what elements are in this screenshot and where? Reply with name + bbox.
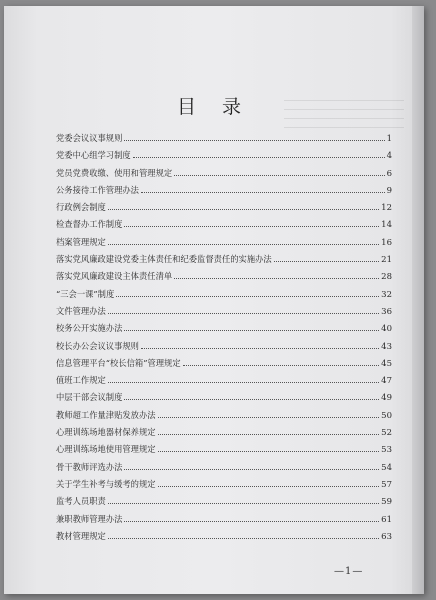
toc-leader-dots: [174, 278, 379, 279]
toc-entry: [56, 441, 392, 458]
document-page: [4, 6, 424, 594]
toc-leader-dots: [158, 486, 380, 487]
toc-entry-page: 57: [381, 479, 392, 490]
toc-entry: [56, 459, 392, 476]
toc-entry-page: 28: [381, 272, 392, 283]
toc-leader-dots: [274, 261, 379, 262]
toc-leader-dots: [158, 417, 380, 418]
toc-entry-page: 21: [381, 255, 392, 266]
toc-entry-page: 53: [381, 445, 392, 456]
toc-leader-dots: [124, 140, 384, 141]
toc-entry: [56, 147, 392, 164]
toc-entry-label: 校务公开实施办法: [56, 323, 123, 334]
toc-entry-page: 50: [381, 410, 392, 421]
toc-leader-dots: [116, 296, 379, 297]
page-number: —1—: [334, 566, 364, 577]
toc-entry-label: 党委中心组学习制度: [56, 150, 131, 161]
toc-entry-page: 32: [381, 289, 392, 300]
toc-entry-label: 公务接待工作管理办法: [56, 184, 139, 195]
toc-leader-dots: [108, 382, 379, 383]
toc-entry-page: 36: [381, 306, 392, 317]
toc-leader-dots: [108, 209, 379, 210]
toc-leader-dots: [108, 503, 379, 504]
toc-list: [56, 130, 392, 545]
toc-entry: [56, 268, 392, 285]
toc-entry-label: 教材管理规定: [56, 530, 106, 541]
toc-entry-label: 骨干教师评选办法: [56, 461, 123, 472]
toc-entry-label: 心理训练场地使用管理规定: [56, 444, 156, 455]
toc-entry-label: 值班工作规定: [56, 375, 106, 386]
toc-entry-page: 16: [381, 237, 392, 248]
toc-entry-page: 6: [386, 168, 392, 179]
toc-entry-page: 54: [381, 462, 392, 473]
toc-entry-page: 1: [386, 134, 392, 144]
toc-entry-label: “三会一课”制度: [56, 288, 115, 299]
toc-entry: [56, 165, 392, 182]
toc-entry-page: 52: [381, 428, 392, 439]
toc-entry: [56, 355, 392, 372]
toc-leader-dots: [141, 192, 385, 193]
toc-entry-label: 教师超工作量津贴发放办法: [56, 409, 156, 420]
toc-leader-dots: [141, 348, 379, 349]
toc-entry: [56, 338, 392, 355]
toc-entry-page: 4: [386, 151, 392, 162]
toc-leader-dots: [158, 434, 380, 435]
toc-leader-dots: [124, 521, 379, 522]
toc-entry-label: 信息管理平台“校长信箱”管理规定: [56, 357, 181, 368]
toc-entry: [56, 303, 392, 320]
toc-entry-label: 落实党风廉政建设党委主体责任和纪委监督责任的实施办法: [56, 254, 272, 265]
toc-entry: [56, 511, 392, 528]
toc-entry: [56, 286, 392, 303]
toc-entry: [56, 528, 392, 545]
toc-entry-page: 59: [381, 497, 392, 508]
toc-leader-dots: [124, 469, 379, 470]
toc-leader-dots: [124, 330, 379, 331]
toc-entry-label: 关于学生补考与缓考的规定: [56, 478, 156, 489]
toc-entry-page: 12: [381, 203, 392, 214]
toc-entry: [56, 251, 392, 268]
toc-entry: [56, 320, 392, 337]
toc-entry-label: 行政例会制度: [56, 202, 106, 213]
toc-entry-label: 档案管理规定: [56, 236, 106, 247]
toc-leader-dots: [183, 365, 380, 366]
toc-entry-label: 兼职教师管理办法: [56, 513, 123, 524]
toc-leader-dots: [108, 244, 379, 245]
toc-leader-dots: [158, 451, 380, 452]
toc-entry: [56, 234, 392, 251]
toc-title: 目 录: [176, 96, 252, 118]
toc-leader-dots: [133, 157, 385, 158]
toc-leader-dots: [124, 226, 379, 227]
toc-entry: [56, 493, 392, 510]
toc-leader-dots: [174, 175, 384, 176]
toc-leader-dots: [108, 538, 379, 539]
toc-entry-page: 47: [381, 376, 392, 387]
toc-entry: [56, 407, 392, 424]
toc-entry-page: 40: [381, 324, 392, 335]
toc-entry-label: 落实党风廉政建设主体责任清单: [56, 271, 173, 282]
toc-entry-label: 党委会议议事规则: [56, 133, 123, 143]
toc-entry: [56, 372, 392, 389]
toc-entry: [56, 199, 392, 216]
toc-entry: [56, 389, 392, 406]
toc-leader-dots: [108, 313, 379, 314]
toc-entry-page: 9: [386, 185, 392, 196]
toc-entry-label: 文件管理办法: [56, 305, 106, 316]
toc-leader-dots: [124, 399, 379, 400]
toc-entry-label: 党员党费收缴、使用和管理规定: [56, 167, 173, 178]
toc-entry-page: 61: [381, 514, 392, 525]
toc-entry-page: 49: [381, 393, 392, 404]
toc-entry-page: 43: [381, 341, 392, 352]
toc-entry-page: 63: [381, 531, 392, 542]
toc-entry: [56, 476, 392, 493]
toc-entry-label: 检查督办工作制度: [56, 219, 123, 230]
toc-entry-page: 14: [381, 220, 392, 231]
toc-entry: [56, 182, 392, 199]
toc-entry-label: 校长办公会议议事规则: [56, 340, 139, 351]
toc-entry-label: 心理训练场地器材保养规定: [56, 427, 156, 438]
toc-entry-label: 监考人员职责: [56, 496, 106, 507]
toc-entry-page: 45: [381, 358, 392, 369]
toc-entry: [56, 130, 392, 147]
toc-entry: [56, 216, 392, 233]
toc-entry-label: 中层干部会议制度: [56, 392, 123, 403]
toc-entry: [56, 424, 392, 441]
